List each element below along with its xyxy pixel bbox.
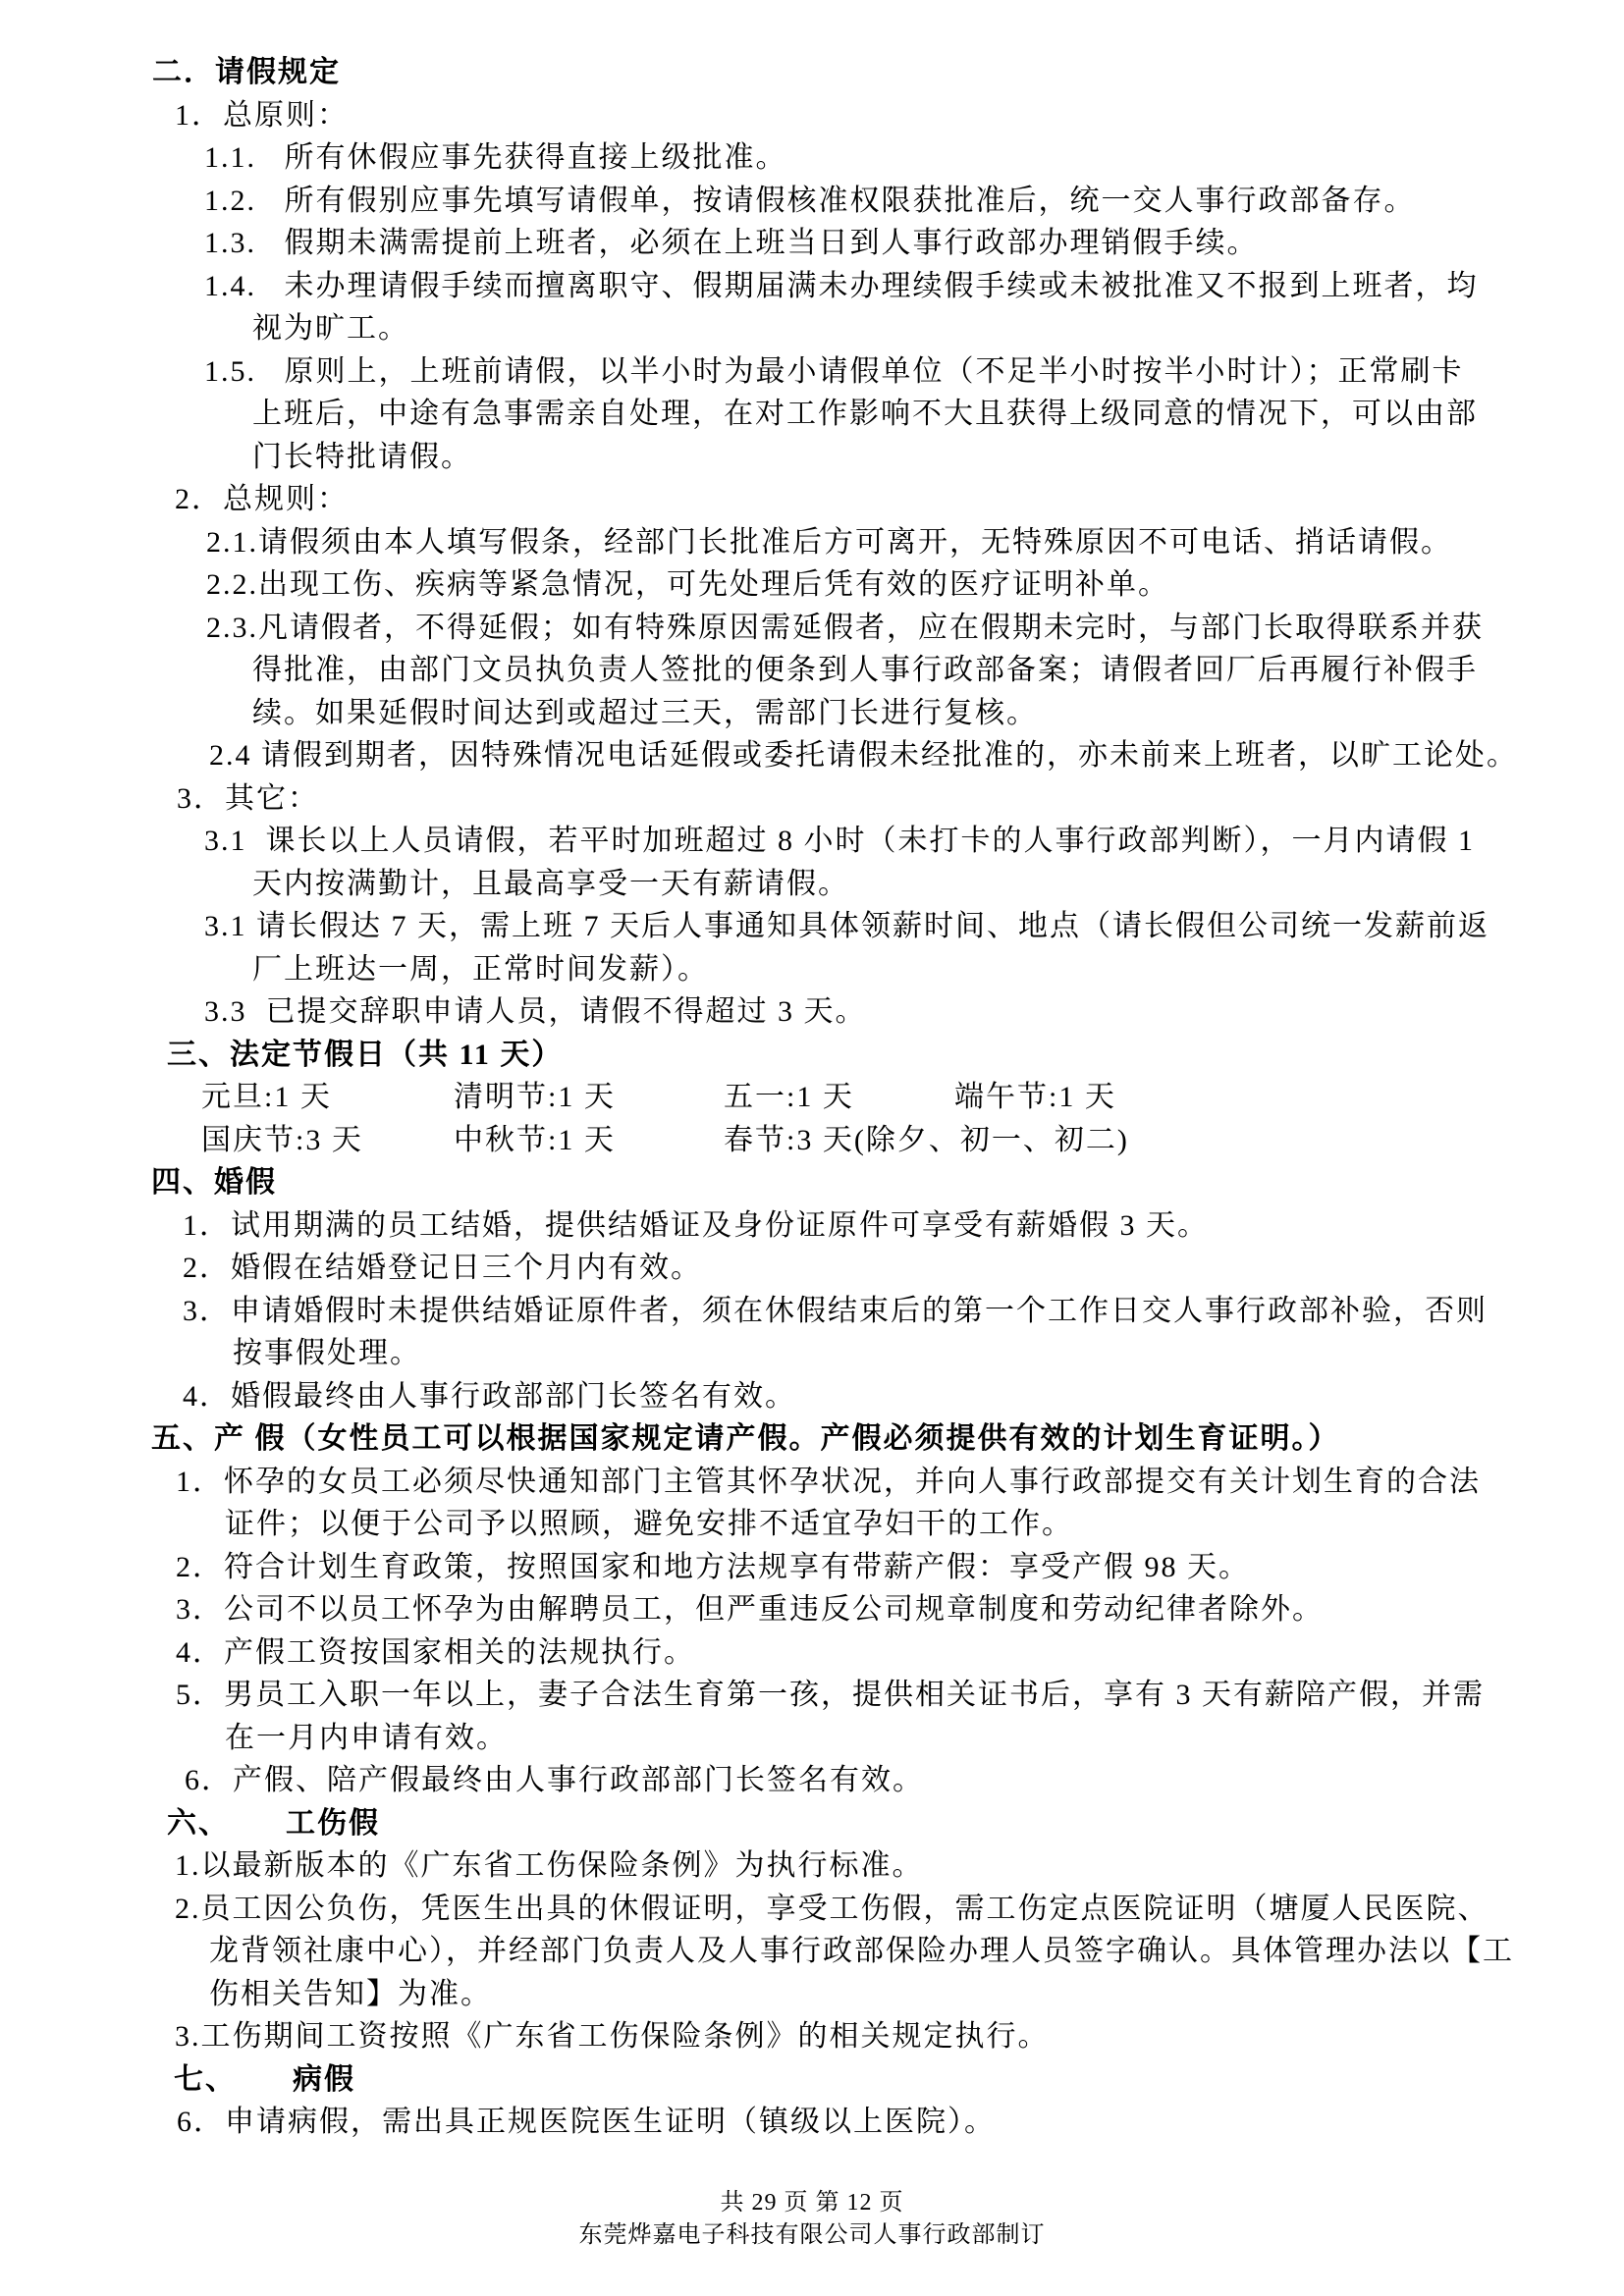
- document-line: 得批准，由部门文员执负责人签批的便条到人事行政部备案；请假者回厂后再履行补假手: [252, 654, 1478, 686]
- document-line: 2．婚假在结婚登记日三个月内有效。: [183, 1252, 702, 1284]
- document-line: 续。如果延假时间达到或超过三天，需部门长进行复核。: [252, 696, 1038, 729]
- document-line: 龙背领社康中心），并经部门负责人及人事行政部保险办理人员签字确认。具体管理办法以【工: [209, 1935, 1514, 1967]
- footer-page-info: 共 29 页 第 12 页: [720, 2189, 904, 2216]
- document-line: 2.4 请假到期者，因特殊情况电话延假或委托请假未经批准的，亦未前来上班者，以旷工论处。: [209, 739, 1518, 772]
- document-line: 3．公司不以员工怀孕为由解聘员工，但严重违反公司规章制度和劳动纪律者除外。: [176, 1593, 1324, 1626]
- document-line: 3．申请婚假时未提供结婚证原件者，须在休假结束后的第一个工作日交人事行政部补验，否则: [183, 1294, 1488, 1327]
- document-line: 1．总原则：: [175, 98, 349, 132]
- document-line: 2.3.凡请假者，不得延假；如有特殊原因需延假者，应在假期未完时，与部门长取得联系并获: [206, 611, 1484, 644]
- holiday-cell: 五一:1 天: [724, 1081, 854, 1113]
- document-line: 上班后，中途有急事需亲自处理，在对工作影响不大且获得上级同意的情况下，可以由部: [252, 398, 1478, 430]
- holiday-table-row: [201, 1119, 1624, 1162]
- holiday-cell: 清明节:1 天: [454, 1081, 616, 1113]
- document-line: 6．产假、陪产假最终由人事行政部部门长签名有效。: [185, 1764, 924, 1796]
- holiday-cell: 春节:3 天(除夕、初一、初二): [724, 1123, 1129, 1156]
- document-line: 2．符合计划生育政策，按照国家和地方法规享有带薪产假：享受产假 98 天。: [176, 1550, 1250, 1583]
- document-line: 4．产假工资按国家相关的法规执行。: [176, 1635, 695, 1669]
- document-line: 3.工伤期间工资按照《广东省工伤保险条例》的相关规定执行。: [175, 2020, 1050, 2053]
- document-line: 1．怀孕的女员工必须尽快通知部门主管其怀孕状况，并向人事行政部提交有关计划生育的合法: [176, 1465, 1481, 1498]
- document-line: 按事假处理。: [233, 1337, 421, 1369]
- document-line: 5．男员工入职一年以上，妻子合法生育第一孩，提供相关证书后，享有 3 天有薪陪产假，并需: [176, 1679, 1485, 1711]
- holiday-table-row: [201, 1076, 1624, 1119]
- holiday-cell: 中秋节:1 天: [454, 1123, 616, 1156]
- document-line: 1.3. 假期未满需提前上班者，必须在上班当日到人事行政部办理销假手续。: [204, 227, 1259, 259]
- document-line: 2.1.请假须由本人填写假条，经部门长批准后方可离开，无特殊原因不可电话、捎话请假。: [206, 525, 1452, 559]
- document-line: 伤相关告知】为准。: [209, 1977, 492, 2010]
- section-heading-sick-leave: 七、 病假: [174, 2062, 355, 2096]
- document-line: 1.2. 所有假别应事先填写请假单，按请假核准权限获批准后，统一交人事行政部备存。: [204, 184, 1416, 217]
- document-line: 1.1. 所有休假应事先获得直接上级批准。: [204, 141, 787, 174]
- document-line: 厂上班达一周，正常时间发薪）。: [252, 952, 709, 986]
- document-line: 视为旷工。: [252, 312, 409, 345]
- document-line: 2.2.出现工伤、疾病等紧急情况，可先处理后凭有效的医疗证明补单。: [206, 568, 1169, 601]
- document-line: 2.员工因公负伤，凭医生出具的休假证明，享受工伤假，需工伤定点医院证明（塘厦人民医院、: [175, 1892, 1489, 1925]
- document-line: 在一月内申请有效。: [225, 1721, 508, 1754]
- section-heading-marriage-leave: 四、婚假: [151, 1166, 277, 1199]
- document-line: 1.5. 原则上，上班前请假，以半小时为最小请假单位（不足半小时按半小时计）；正常刷卡: [204, 354, 1464, 388]
- section-heading-maternity-leave: 五、产 假（女性员工可以根据国家规定请产假。产假必须提供有效的计划生育证明。）: [151, 1422, 1340, 1455]
- document-line: 3．其它：: [177, 781, 319, 815]
- document-line: 4．婚假最终由人事行政部部门长签名有效。: [183, 1379, 796, 1413]
- document-line: 3.1 课长以上人员请假，若平时加班超过 8 小时（未打卡的人事行政部判断），一月内请假 1: [204, 825, 1475, 857]
- document-line: 证件；以便于公司予以照顾，避免安排不适宜孕妇干的工作。: [225, 1508, 1073, 1540]
- document-line: 6．申请病假，需出具正规医院医生证明（镇级以上医院）。: [177, 2106, 996, 2138]
- footer-company: 东莞烨嘉电子科技有限公司人事行政部制订: [578, 2221, 1046, 2248]
- holiday-cell: 国庆节:3 天: [201, 1123, 363, 1156]
- holiday-cell: 元旦:1 天: [201, 1081, 332, 1113]
- document-line: 2．总规则：: [175, 483, 349, 515]
- document-line: 3.3 已提交辞职申请人员，请假不得超过 3 天。: [204, 995, 867, 1028]
- document-line: 1.以最新版本的《广东省工伤保险条例》为执行标准。: [175, 1849, 924, 1882]
- document-line: 门长特批请假。: [252, 440, 472, 473]
- holiday-cell: 端午节:1 天: [954, 1081, 1116, 1113]
- section-heading-leave-rules: 二．请假规定: [152, 56, 341, 88]
- document-footer: [0, 2187, 1624, 2252]
- document-line: 1．试用期满的员工结婚，提供结婚证及身份证原件可享受有薪婚假 3 天。: [183, 1208, 1209, 1242]
- document-line: 1.4. 未办理请假手续而擅离职守、假期届满未办理续假手续或未被批准又不报到上班者，均: [204, 269, 1479, 302]
- section-heading-work-injury-leave: 六、 工伤假: [167, 1806, 380, 1840]
- document-line: 3.1 请长假达 7 天，需上班 7 天后人事通知具体领薪时间、地点（请长假但公司统一发薪前返: [204, 910, 1489, 942]
- document-line: 天内按满勤计，且最高享受一天有薪请假。: [252, 867, 849, 900]
- section-heading-legal-holidays: 三、法定节假日（共 11 天）: [167, 1038, 564, 1071]
